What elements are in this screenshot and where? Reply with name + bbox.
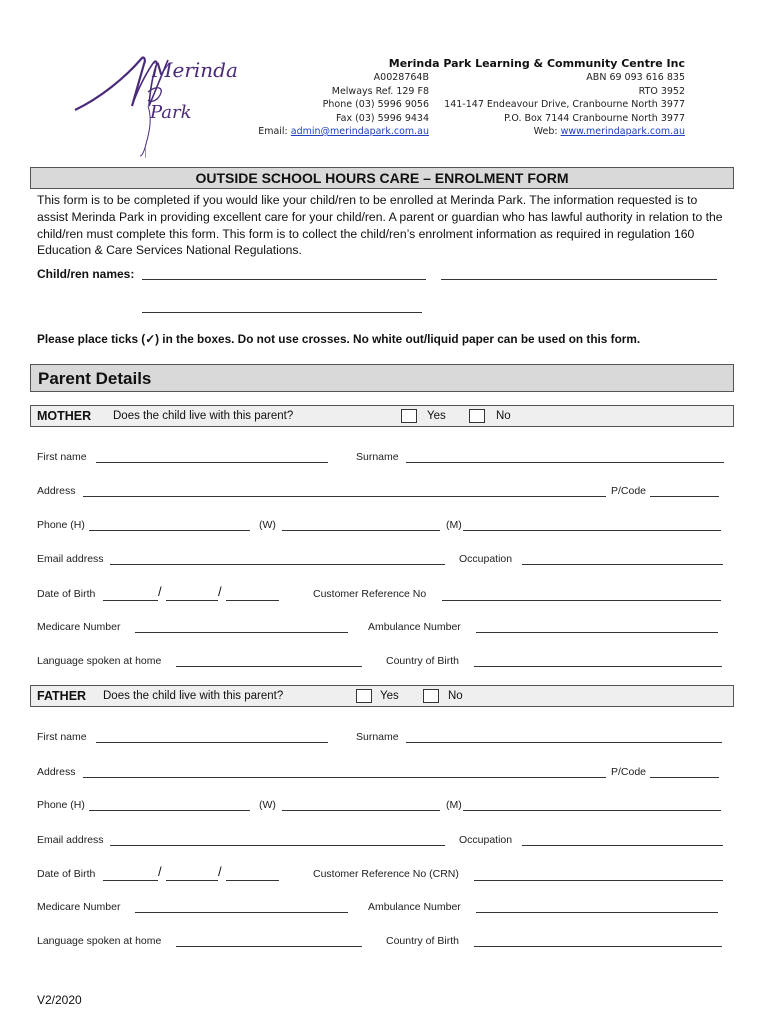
version-label: V2/2020 [37, 993, 82, 1007]
father-phone-m-label: (M) [446, 799, 462, 811]
org-name: Merinda Park Learning & Community Centre Inc [388, 57, 685, 70]
org-left-lines [323, 71, 429, 125]
mother-surname-label: Surname [356, 451, 399, 463]
mother-address-field[interactable] [83, 496, 606, 497]
father-postcode-label: P/Code [611, 766, 647, 778]
father-question: Does the child live with this parent? [103, 690, 284, 702]
mother-phone-w-field[interactable] [282, 530, 440, 531]
email-link[interactable]: admin@merindapark.com.au [290, 126, 429, 137]
mother-bar [30, 405, 734, 427]
po-box: P.O. Box 7144 Cranbourne North 3977 [504, 112, 685, 124]
web-link[interactable]: www.merindapark.com.au [560, 126, 685, 137]
mother-country-field[interactable] [474, 666, 722, 667]
children-label: Child/ren names: [37, 267, 135, 281]
mother-first-name-field[interactable] [96, 462, 328, 463]
mother-occupation-field[interactable] [522, 564, 723, 565]
father-surname-label: Surname [356, 731, 399, 743]
father-dob-slash-2: / [218, 864, 222, 879]
mother-postcode-field[interactable] [650, 496, 719, 497]
father-first-name-field[interactable] [96, 742, 328, 743]
child-name-field-2[interactable] [441, 279, 717, 280]
father-phone-h-field[interactable] [89, 810, 250, 811]
mother-no-checkbox[interactable] [469, 409, 485, 423]
intro-text: This form is to be completed if you would like your child/ren to be enrolled at Merinda Park. The information requested is to assist Merinda Park in providing excellent care for your child/ren. A parent or guardian who has lawful authority in relation to the child/ren must complete this form. This form is to collect the child/ren’s enrolment information as required in regulation 160 Education & Care Services National Regulations. [37, 193, 723, 258]
mother-surname-field[interactable] [406, 462, 724, 463]
father-address-field[interactable] [83, 777, 606, 778]
rto: RTO 3952 [638, 85, 685, 97]
father-occupation-field[interactable] [522, 845, 723, 846]
mother-address-label: Address [37, 485, 76, 497]
father-dob-day-field[interactable] [103, 880, 158, 881]
father-postcode-field[interactable] [650, 777, 719, 778]
abn: ABN 69 093 616 835 [586, 72, 685, 83]
mother-yes-checkbox[interactable] [401, 409, 417, 423]
father-medicare-label: Medicare Number [37, 901, 121, 913]
father-bar [30, 685, 734, 707]
mother-language-label: Language spoken at home [37, 655, 162, 667]
father-crn-label: Customer Reference No (CRN) [313, 868, 459, 880]
father-dob-label: Date of Birth [37, 868, 96, 880]
logo-text-park: Park [150, 102, 192, 123]
father-phone-h-label: Phone (H) [37, 799, 85, 811]
mother-occupation-label: Occupation [459, 553, 513, 565]
mother-phone-h-field[interactable] [89, 530, 250, 531]
mother-email-label: Email address [37, 553, 104, 565]
father-language-field[interactable] [176, 946, 362, 947]
father-ambulance-label: Ambulance Number [368, 901, 461, 913]
mother-language-field[interactable] [176, 666, 362, 667]
father-occupation-label: Occupation [459, 834, 513, 846]
phone-number: Phone (03) 5996 9056 [322, 99, 429, 111]
father-phone-w-field[interactable] [282, 810, 440, 811]
logo-text-merinda: Merinda [152, 58, 238, 82]
mother-no-label: No [496, 410, 511, 422]
father-phone-m-field[interactable] [463, 810, 721, 811]
father-email-label: Email address [37, 834, 104, 846]
mother-dob-label: Date of Birth [37, 588, 96, 600]
father-ambulance-field[interactable] [476, 912, 718, 913]
org-right-lines [444, 71, 685, 125]
father-country-label: Country of Birth [386, 935, 459, 947]
logo [70, 48, 240, 158]
mother-dob-slash-2: / [218, 584, 222, 599]
father-email-field[interactable] [110, 845, 445, 846]
father-yes-label: Yes [380, 690, 399, 702]
web-line [534, 126, 685, 137]
mother-first-name-label: First name [37, 451, 87, 463]
mother-dob-slash-1: / [158, 584, 162, 599]
mother-phone-w-label: (W) [259, 519, 276, 531]
father-crn-field[interactable] [474, 880, 723, 881]
mother-medicare-label: Medicare Number [37, 621, 121, 633]
father-dob-year-field[interactable] [226, 880, 279, 881]
father-first-name-label: First name [37, 731, 87, 743]
father-address-label: Address [37, 766, 76, 778]
mother-crn-label: Customer Reference No [313, 588, 427, 600]
melways-ref: Melways Ref. 129 F8 [331, 85, 429, 97]
email-label: Email: [258, 126, 291, 137]
mother-postcode-label: P/Code [611, 485, 647, 497]
father-country-field[interactable] [474, 946, 722, 947]
father-yes-checkbox[interactable] [356, 689, 372, 703]
street-address: 141-147 Endeavour Drive, Cranbourne North 3977 [444, 99, 685, 111]
mother-phone-h-label: Phone (H) [37, 519, 85, 531]
mother-ambulance-field[interactable] [476, 632, 718, 633]
mother-crn-field[interactable] [442, 600, 721, 601]
father-medicare-field[interactable] [135, 912, 348, 913]
email-line [258, 126, 429, 137]
father-heading: FATHER [37, 689, 87, 703]
mother-medicare-field[interactable] [135, 632, 348, 633]
fax-number: Fax (03) 5996 9434 [336, 112, 429, 124]
father-dob-slash-1: / [158, 864, 162, 879]
father-surname-field[interactable] [406, 742, 722, 743]
mother-dob-day-field[interactable] [103, 600, 158, 601]
father-dob-month-field[interactable] [166, 880, 218, 881]
father-language-label: Language spoken at home [37, 935, 162, 947]
child-name-field-1[interactable] [142, 279, 426, 280]
mother-phone-m-field[interactable] [463, 530, 721, 531]
mother-email-field[interactable] [110, 564, 445, 565]
web-label: Web: [533, 126, 561, 137]
child-name-field-3[interactable] [142, 312, 422, 313]
father-phone-w-label: (W) [259, 799, 276, 811]
mother-dob-month-field[interactable] [166, 600, 218, 601]
logo-tick [145, 148, 146, 158]
form-title: OUTSIDE SCHOOL HOURS CARE – ENROLMENT FORM [30, 167, 734, 189]
section-parent-details: Parent Details [30, 364, 734, 392]
mother-heading: MOTHER [37, 409, 92, 423]
father-no-checkbox[interactable] [423, 689, 439, 703]
mother-dob-year-field[interactable] [226, 600, 279, 601]
mother-phone-m-label: (M) [446, 519, 462, 531]
mother-country-label: Country of Birth [386, 655, 459, 667]
licence-number: A0028764B [373, 72, 429, 83]
tick-instructions: Please place ticks (✓) in the boxes. Do not use crosses. No white out/liquid paper can be used on this form. [37, 332, 641, 346]
mother-ambulance-label: Ambulance Number [368, 621, 461, 633]
mother-question: Does the child live with this parent? [113, 410, 294, 422]
father-no-label: No [448, 690, 463, 702]
mother-yes-label: Yes [427, 410, 446, 422]
